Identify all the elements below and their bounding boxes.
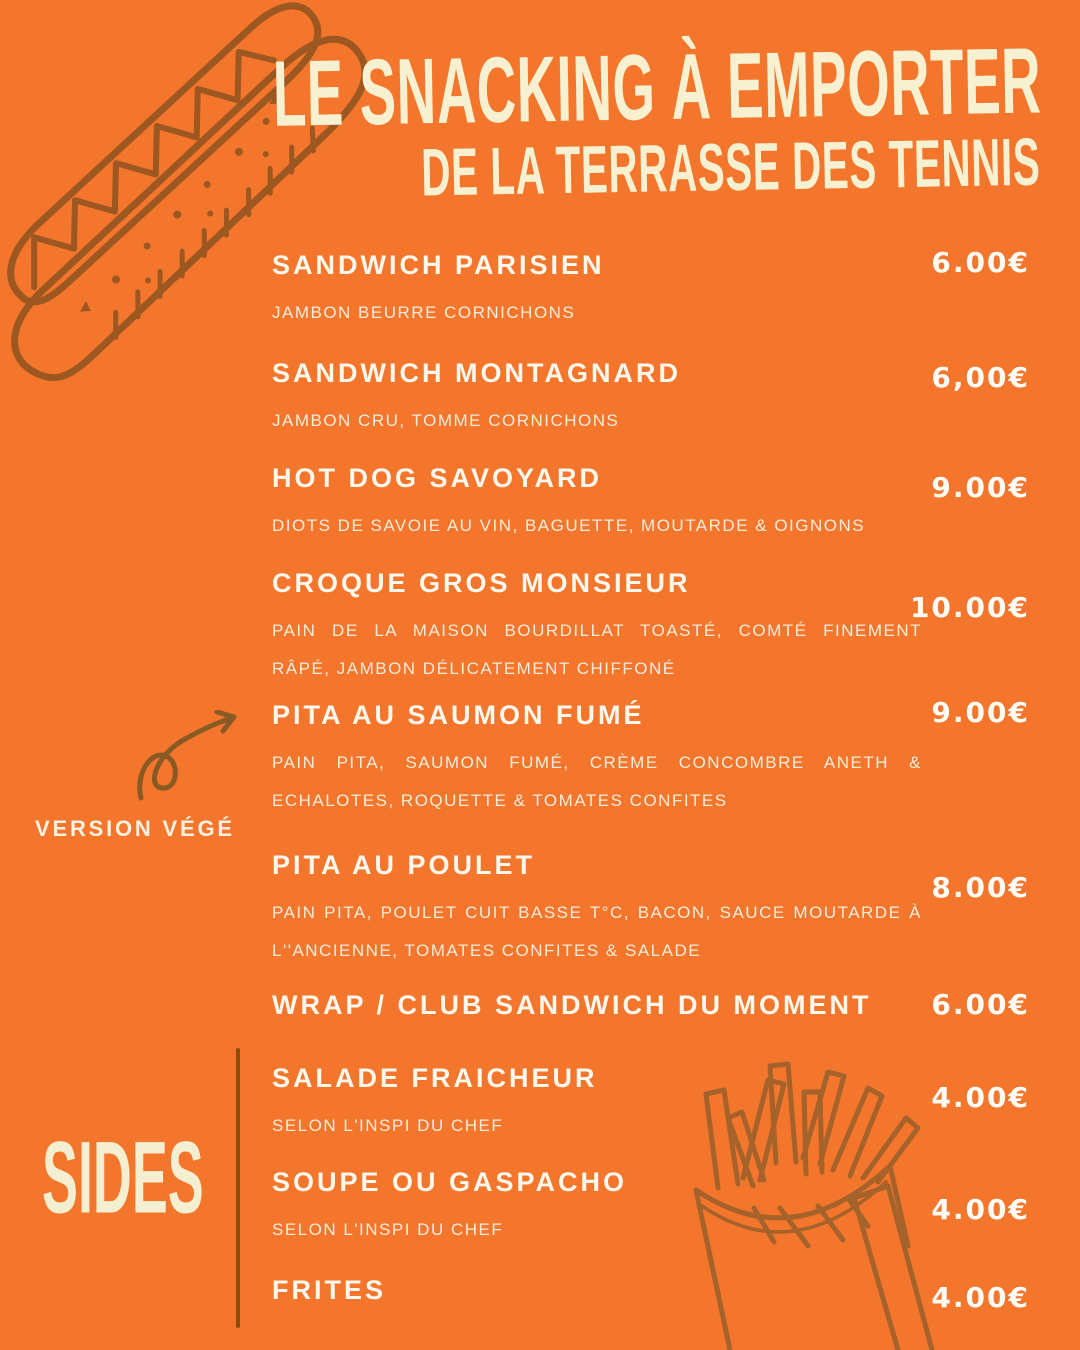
menu-item-price: 6.00€ xyxy=(931,246,1030,279)
french-fries-icon xyxy=(658,1056,938,1350)
menu-item-description: PAIN PITA, SAUMON FUMÉ, CRÈME CONCOMBRE ANETH & xyxy=(272,753,922,772)
menu-item-price: 6,00€ xyxy=(931,361,1030,394)
page-title: LE SNACKING À EMPORTER xyxy=(271,27,1042,146)
menu-item-price: 6.00€ xyxy=(931,988,1030,1021)
menu-item-name: FRITES xyxy=(272,1275,387,1305)
menu-item-description: L''ANCIENNE, TOMATES CONFITES & SALADE xyxy=(272,941,702,960)
menu-item-description: RÂPÉ, JAMBON DÉLICATEMENT CHIFFONÉ xyxy=(272,659,676,678)
menu-item-name: SANDWICH PARISIEN xyxy=(272,250,605,280)
menu-item-name: PITA AU SAUMON FUMÉ xyxy=(272,700,645,730)
menu-item-description: PAIN DE LA MAISON BOURDILLAT TOASTÉ, COMTÉ FINEMENT xyxy=(272,621,922,640)
menu-item-description: PAIN PITA, POULET CUIT BASSE T°C, BACON, SAUCE MOUTARDE À xyxy=(272,903,922,922)
menu-item-price: 9.00€ xyxy=(931,471,1030,504)
menu-item xyxy=(272,357,1030,440)
menu-item xyxy=(272,989,1030,1021)
menu-item-name: PITA AU POULET xyxy=(272,850,535,880)
menu-item-name: SOUPE OU GASPACHO xyxy=(272,1167,628,1197)
menu-item-name: WRAP / CLUB SANDWICH DU MOMENT xyxy=(272,990,872,1020)
sides-label: SIDES xyxy=(42,1119,204,1235)
menu-item xyxy=(272,246,1030,332)
menu-item-description: JAMBON BEURRE CORNICHONS xyxy=(272,303,576,322)
menu-item-name: SANDWICH MONTAGNARD xyxy=(272,358,681,388)
menu-item xyxy=(272,567,1030,688)
menu-item-description: DIOTS DE SAVOIE AU VIN, BAGUETTE, MOUTARDE & OIGNONS xyxy=(272,516,866,535)
menu-item-description: SELON L'INSPI DU CHEF xyxy=(272,1220,504,1239)
menu-item-description: SELON L'INSPI DU CHEF xyxy=(272,1116,504,1135)
sides-divider xyxy=(236,1048,240,1328)
menu-item-price: 10.00€ xyxy=(909,591,1030,624)
menu-item-description: ECHALOTES, ROQUETTE & TOMATES CONFITES xyxy=(272,791,728,810)
menu-item-description: JAMBON CRU, TOMME CORNICHONS xyxy=(272,411,620,430)
menu-item-price: 4.00€ xyxy=(931,1281,1030,1314)
menu-item xyxy=(272,462,1030,545)
menu-item xyxy=(272,696,1030,820)
page-subtitle: DE LA TERRASSE DES TENNIS xyxy=(420,123,1042,211)
menu-item xyxy=(272,849,1030,970)
menu-item-price: 8.00€ xyxy=(931,871,1030,904)
menu-item-price: 4.00€ xyxy=(931,1193,1030,1226)
curved-arrow-icon xyxy=(133,710,248,805)
menu-item-price: 9.00€ xyxy=(931,696,1030,729)
menu-item-name: SALADE FRAICHEUR xyxy=(272,1063,598,1093)
version-vege-label: VERSION VÉGÉ xyxy=(35,816,235,841)
menu-item-price: 4.00€ xyxy=(931,1081,1030,1114)
menu-item-name: HOT DOG SAVOYARD xyxy=(272,463,603,493)
menu-item-name: CROQUE GROS MONSIEUR xyxy=(272,568,691,598)
